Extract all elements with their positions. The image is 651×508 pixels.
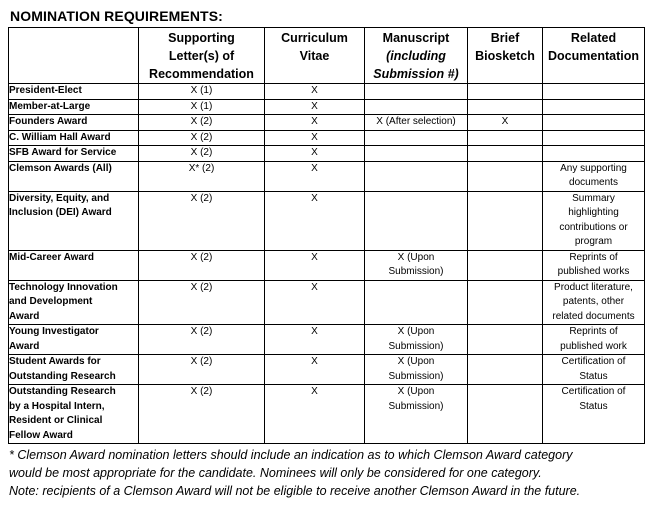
- manuscript-line: X (After selection): [376, 116, 456, 127]
- manuscript-line: X (Upon: [397, 356, 435, 367]
- column-header: [265, 28, 365, 84]
- award-name-line: Founders Award: [9, 116, 88, 127]
- award-name-line: Award: [9, 310, 40, 322]
- related-cell: [543, 355, 645, 385]
- manuscript-cell: [365, 99, 468, 115]
- related-line: Status: [579, 400, 608, 412]
- cv-line: X: [311, 281, 318, 293]
- letters-line: X (2): [190, 131, 213, 143]
- related-cell: [543, 146, 645, 162]
- table-row: [9, 115, 645, 131]
- letters-line: X* (2): [188, 162, 215, 174]
- header-line: Curriculum: [281, 31, 348, 45]
- table-row: [9, 250, 645, 280]
- manuscript-cell: [365, 280, 468, 325]
- cv-cell: [265, 115, 365, 131]
- biosketch-cell: [468, 130, 543, 146]
- biosketch-cell: [468, 191, 543, 250]
- header-line: (including: [386, 49, 446, 63]
- header-line: Recommendation: [149, 67, 254, 81]
- award-name-cell: [9, 355, 139, 385]
- cv-cell: [265, 280, 365, 325]
- letters-cell: [139, 325, 265, 355]
- related-line: Certification of: [561, 356, 626, 367]
- award-name-line: Diversity, Equity, and: [9, 192, 110, 204]
- award-name-line: C. William Hall Award: [9, 131, 111, 143]
- award-name-line: Technology Innovation: [9, 281, 118, 293]
- table-row: [9, 191, 645, 250]
- related-line: highlighting: [568, 207, 619, 218]
- related-cell: [543, 385, 645, 444]
- letters-line: X (2): [190, 147, 213, 158]
- cv-cell: [265, 355, 365, 385]
- letters-line: X (2): [190, 356, 213, 367]
- related-line: Status: [579, 370, 608, 382]
- award-name-cell: [9, 280, 139, 325]
- cv-line: X: [311, 162, 318, 174]
- letters-cell: [139, 146, 265, 162]
- cv-line: X: [311, 147, 318, 158]
- biosketch-cell: [468, 99, 543, 115]
- biosketch-cell: [468, 280, 543, 325]
- related-line: documents: [569, 177, 618, 188]
- cv-cell: [265, 161, 365, 191]
- cv-cell: [265, 325, 365, 355]
- column-header: [365, 28, 468, 84]
- letters-cell: [139, 191, 265, 250]
- letters-line: X (2): [190, 116, 213, 127]
- related-line: patents, other: [562, 296, 625, 307]
- table-row: [9, 161, 645, 191]
- cv-line: X: [311, 100, 318, 112]
- related-line: published work: [560, 340, 627, 352]
- table-row: [9, 385, 645, 444]
- letters-cell: [139, 355, 265, 385]
- related-cell: [543, 115, 645, 131]
- related-cell: [543, 161, 645, 191]
- biosketch-cell: [468, 115, 543, 131]
- header-row: [9, 28, 645, 84]
- cv-cell: [265, 84, 365, 100]
- related-cell: [543, 280, 645, 325]
- cv-line: X: [311, 326, 318, 337]
- manuscript-cell: [365, 355, 468, 385]
- header-line: Submission #): [373, 67, 459, 81]
- biosketch-cell: [468, 146, 543, 162]
- biosketch-line: X: [501, 116, 509, 127]
- cv-line: X: [311, 251, 318, 263]
- letters-line: X (2): [190, 281, 213, 293]
- letters-cell: [139, 130, 265, 146]
- award-name-line: Outstanding Research: [9, 386, 116, 397]
- table-row: [9, 146, 645, 162]
- letters-cell: [139, 280, 265, 325]
- award-name-cell: [9, 130, 139, 146]
- award-name-cell: [9, 99, 139, 115]
- footnote-line-3: Note: recipients of a Clemson Award will not be eligible to receive another Clemson Award in the future.: [9, 484, 581, 498]
- table-row: [9, 99, 645, 115]
- header-line: Documentation: [548, 49, 639, 63]
- manuscript-cell: [365, 385, 468, 444]
- cv-line: X: [311, 116, 318, 127]
- letters-line: X (2): [190, 326, 213, 337]
- cv-cell: [265, 385, 365, 444]
- award-name-line: Award: [9, 340, 40, 352]
- manuscript-line: Submission): [388, 340, 444, 352]
- award-name-cell: [9, 84, 139, 100]
- award-name-cell: [9, 250, 139, 280]
- award-name-line: Young Investigator: [9, 326, 99, 337]
- column-header: [468, 28, 543, 84]
- award-name-line: Mid-Career Award: [9, 251, 95, 263]
- related-line: Summary: [572, 192, 615, 204]
- letters-line: X (2): [190, 251, 213, 263]
- cv-cell: [265, 191, 365, 250]
- header-line: Vitae: [299, 49, 330, 63]
- manuscript-cell: [365, 161, 468, 191]
- biosketch-cell: [468, 385, 543, 444]
- letters-cell: [139, 385, 265, 444]
- award-name-cell: [9, 146, 139, 162]
- header-line: Related: [570, 31, 617, 45]
- manuscript-line: Submission): [388, 266, 444, 277]
- related-cell: [543, 130, 645, 146]
- award-name-cell: [9, 191, 139, 250]
- table-row: [9, 84, 645, 100]
- header-line: Supporting: [168, 31, 235, 45]
- cv-line: X: [311, 386, 318, 397]
- column-header: [543, 28, 645, 84]
- biosketch-cell: [468, 250, 543, 280]
- related-cell: [543, 250, 645, 280]
- letters-cell: [139, 99, 265, 115]
- header-line: Biosketch: [475, 49, 535, 63]
- award-name-cell: [9, 385, 139, 444]
- table-row: [9, 130, 645, 146]
- biosketch-cell: [468, 161, 543, 191]
- related-line: Any supporting: [560, 162, 627, 174]
- related-line: Certification of: [561, 386, 626, 397]
- biosketch-cell: [468, 84, 543, 100]
- award-name-line: by a Hospital Intern,: [9, 400, 105, 412]
- biosketch-cell: [468, 325, 543, 355]
- award-name-line: Fellow Award: [9, 429, 73, 441]
- letters-line: X (1): [190, 85, 213, 96]
- manuscript-cell: [365, 250, 468, 280]
- table-row: [9, 325, 645, 355]
- award-name-line: Inclusion (DEI) Award: [9, 207, 112, 218]
- award-column-header: [9, 28, 139, 84]
- award-name-line: SFB Award for Service: [9, 147, 117, 158]
- manuscript-cell: [365, 115, 468, 131]
- manuscript-cell: [365, 130, 468, 146]
- manuscript-line: Submission): [388, 400, 444, 412]
- footnote-line-2: would be most appropriate for the candidate. Nominees will only be considered for one category.: [9, 466, 542, 480]
- cv-cell: [265, 130, 365, 146]
- award-name-line: President-Elect: [9, 85, 82, 96]
- related-line: published works: [557, 266, 630, 277]
- cv-line: X: [311, 356, 318, 367]
- letters-cell: [139, 84, 265, 100]
- award-name-line: Resident or Clinical: [9, 415, 103, 426]
- related-cell: [543, 84, 645, 100]
- letters-cell: [139, 115, 265, 131]
- related-line: related documents: [552, 310, 635, 322]
- manuscript-cell: [365, 191, 468, 250]
- cv-line: X: [311, 131, 318, 143]
- manuscript-line: Submission): [388, 370, 444, 382]
- cv-cell: [265, 99, 365, 115]
- related-line: Reprints of: [569, 326, 618, 337]
- manuscript-line: X (Upon: [397, 386, 435, 397]
- header-line: Manuscript: [382, 31, 450, 45]
- related-cell: [543, 99, 645, 115]
- award-name-line: Member-at-Large: [9, 100, 91, 112]
- letters-line: X (1): [190, 100, 213, 112]
- award-name-line: Outstanding Research: [9, 370, 116, 382]
- cv-cell: [265, 146, 365, 162]
- related-line: program: [574, 236, 613, 247]
- requirements-table: [8, 27, 645, 444]
- letters-line: X (2): [190, 192, 213, 204]
- biosketch-cell: [468, 355, 543, 385]
- cv-line: X: [311, 192, 318, 204]
- table-row: [9, 355, 645, 385]
- cv-cell: [265, 250, 365, 280]
- manuscript-cell: [365, 84, 468, 100]
- page-title: NOMINATION REQUIREMENTS:: [10, 8, 223, 24]
- manuscript-line: X (Upon: [397, 326, 435, 337]
- footnote-line-1: * Clemson Award nomination letters should include an indication as to which Clemson Award category: [9, 448, 573, 462]
- award-name-cell: [9, 161, 139, 191]
- related-cell: [543, 191, 645, 250]
- related-line: contributions or: [559, 221, 628, 233]
- manuscript-line: X (Upon: [397, 251, 435, 263]
- related-cell: [543, 325, 645, 355]
- award-name-line: Student Awards for: [9, 356, 101, 367]
- header-line: Brief: [490, 31, 520, 45]
- column-header: [139, 28, 265, 84]
- letters-cell: [139, 250, 265, 280]
- award-name-line: and Development: [9, 296, 93, 307]
- award-name-cell: [9, 115, 139, 131]
- letters-line: X (2): [190, 386, 213, 397]
- header-line: Letter(s) of: [168, 49, 235, 63]
- cv-line: X: [311, 85, 318, 96]
- related-line: Product literature,: [554, 281, 633, 293]
- award-name-line: Clemson Awards (All): [9, 162, 112, 174]
- letters-cell: [139, 161, 265, 191]
- award-name-cell: [9, 325, 139, 355]
- related-line: Reprints of: [569, 251, 618, 263]
- manuscript-cell: [365, 146, 468, 162]
- manuscript-cell: [365, 325, 468, 355]
- table-row: [9, 280, 645, 325]
